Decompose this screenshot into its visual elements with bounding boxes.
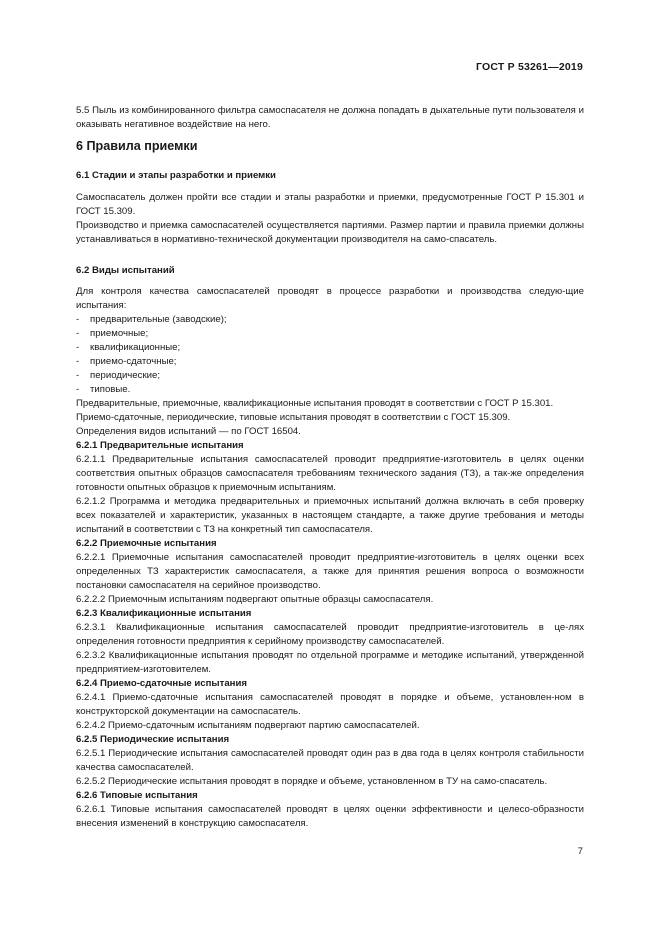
section-6-2 (76, 264, 584, 831)
paragraph: 6.2.1.1 Предварительные испытания самоспасателей проводит предприятие-изготовитель в целях оценки соответствия опытных образцов самоспасателя требованиям технического задания (ТЗ), а так-же определения готовности опытных образцов к приемочным испытаниям. (76, 454, 584, 493)
paragraph: Для контроля качества самоспасателей проводят в процессе разработки и производства следую-щие испытания: (76, 286, 584, 311)
paragraph: 6.2.5.1 Периодические испытания самоспасателей проводят один раз в два года в целях контроля стабильности качества самоспасателей. (76, 748, 584, 773)
subsection-heading: 6.1 Стадии и этапы разработки и приемки (76, 170, 276, 181)
test-types-list (76, 313, 584, 397)
subsection-heading: 6.2.6 Типовые испытания (76, 790, 198, 801)
paragraph: 6.2.1.2 Программа и методика предварительных и приемочных испытаний должна включать в себя проверку всех показателей и характеристик, указанных в настоящем стандарте, а также другие требования и методы испытаний в соответствии с ТЗ на конкретный тип самоспасателя. (76, 496, 584, 535)
subsection-heading: 6.2.5 Периодические испытания (76, 734, 230, 745)
paragraph: 6.2.2.1 Приемочные испытания самоспасателей проводит предприятие-изготовитель в целях оценки всех определенных ТЗ характеристик самоспасателя, а также для принятия решения вопроса о возможности постановки самоспасателя на серийное производство. (76, 552, 584, 591)
list-item: - типовые. (76, 384, 131, 395)
page-number: 7 (577, 846, 583, 857)
section-6-1 (76, 169, 584, 247)
paragraph: Предварительные, приемочные, квалификационные испытания проводят в соответствии с ГОСТ Р 15.301. (76, 398, 554, 409)
subsection-heading: 6.2 Виды испытаний (76, 265, 175, 276)
list-item: - приемочные; (76, 328, 149, 339)
list-item: - приемо-сдаточные; (76, 356, 177, 367)
standard-code-header: ГОСТ Р 53261—2019 (475, 61, 583, 73)
list-item: - предварительные (заводские); (76, 314, 227, 325)
list-item: - периодические; (76, 370, 160, 381)
paragraph: 6.2.3.2 Квалификационные испытания проводят по отдельной программе и методике испытаний, утвержденной предприятием-изготовителем. (76, 650, 584, 675)
paragraph: 6.2.3.1 Квалификационные испытания самоспасателей проводит предприятие-изготовитель в це-лях определения готовности предприятия к серийному производству самоспасателей. (76, 622, 584, 647)
paragraph: 6.2.2.2 Приемочным испытаниям подвергают опытные образцы самоспасателя. (76, 594, 434, 605)
subsection-heading: 6.2.1 Предварительные испытания (76, 440, 244, 451)
paragraph: Самоспасатель должен пройти все стадии и этапы разработки и приемки, предусмотренные ГОСТ Р 15.301 и ГОСТ 15.309. (76, 192, 584, 217)
paragraph: Определения видов испытаний — по ГОСТ 16504. (76, 426, 301, 437)
paragraph: Производство и приемка самоспасателей осуществляется партиями. Размер партии и правила приемки должны устанавливаться в нормативно-технической документации производителя на само-спасатель. (76, 220, 584, 245)
subsection-heading: 6.2.3 Квалификационные испытания (76, 608, 252, 619)
clause-5-5 (76, 90, 584, 132)
section-heading: 6 Правила приемки (76, 139, 198, 153)
paragraph: 6.2.4.1 Приемо-сдаточные испытания самоспасателей проводят в порядке и объеме, установлен-ном в конструкторской документации на самоспасатель. (76, 692, 584, 717)
list-item: - квалификационные; (76, 342, 181, 353)
section-6-title (76, 139, 584, 153)
subsection-heading: 6.2.2 Приемочные испытания (76, 538, 217, 549)
paragraph: 5.5 Пыль из комбинированного фильтра самоспасателя не должна попадать в дыхательные пути пользователя и оказывать негативное воздействие на него. (76, 105, 584, 130)
paragraph: 6.2.5.2 Периодические испытания проводят в порядке и объеме, установленном в ТУ на само-спасатель. (76, 776, 548, 787)
subsection-heading: 6.2.4 Приемо-сдаточные испытания (76, 678, 247, 689)
paragraph: Приемо-сдаточные, периодические, типовые испытания проводят в соответствии с ГОСТ 15.309. (76, 412, 511, 423)
paragraph: 6.2.4.2 Приемо-сдаточным испытаниям подвергают партию самоспасателей. (76, 720, 420, 731)
paragraph: 6.2.6.1 Типовые испытания самоспасателей проводят в целях оценки эффективности и целесо-образности внесения изменений в конструкцию самоспасателя. (76, 804, 584, 829)
